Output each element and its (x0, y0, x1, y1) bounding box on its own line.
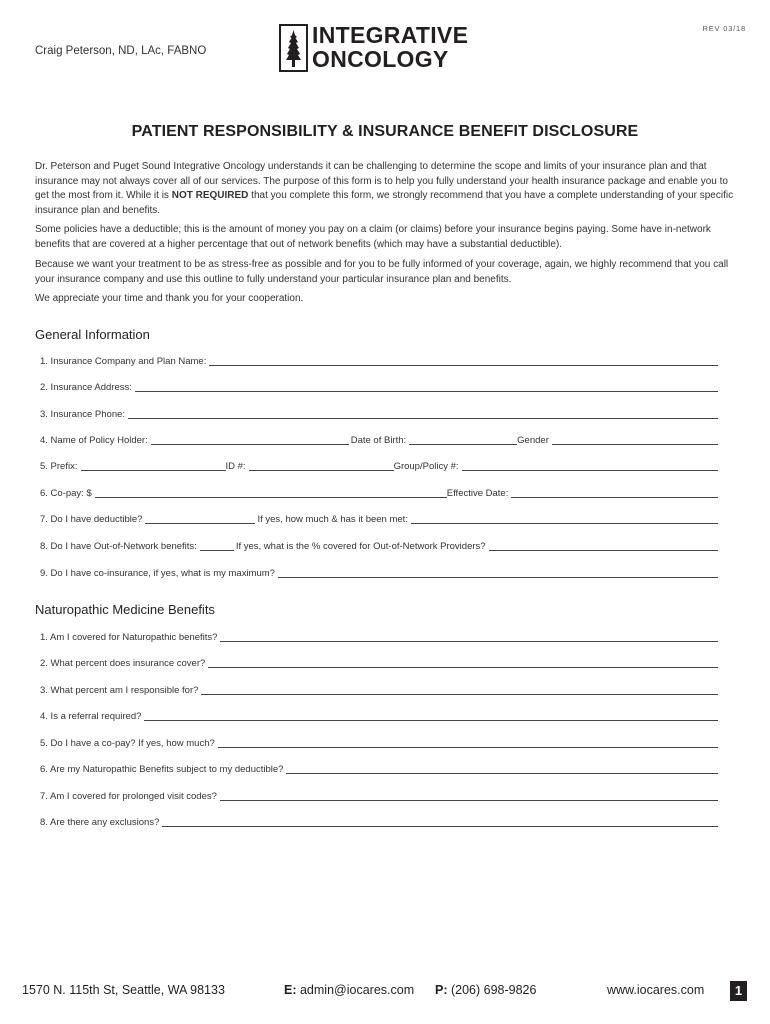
insurance-percent-label: 2. What percent does insurance cover? (40, 658, 206, 669)
tree-icon (279, 24, 308, 72)
effective-date-label: Effective Date: (446, 488, 509, 499)
policy-holder-blank[interactable] (151, 435, 349, 445)
gender-label: Gender (517, 435, 549, 446)
naturopathic-copay-label: 5. Do I have a co-pay? If yes, how much? (40, 738, 215, 749)
footer-phone (435, 983, 536, 997)
group-policy-label: Group/Policy #: (393, 461, 459, 472)
email-label: E: (284, 983, 297, 997)
exclusions-label: 8. Are there any exclusions? (40, 817, 160, 828)
deductible-amount-blank[interactable] (411, 514, 718, 524)
out-of-network-percent-label: If yes, what is the % covered for Out-of-Network Providers? (235, 541, 486, 552)
naturopathic-covered-label: 1. Am I covered for Naturopathic benefits? (40, 632, 218, 643)
logo (279, 24, 494, 72)
footer-website[interactable]: www.iocares.com (607, 983, 705, 997)
prefix-id-group-field (40, 459, 718, 473)
policy-holder-field (40, 433, 718, 447)
referral-label: 4. Is a referral required? (40, 711, 142, 722)
insurance-percent-field (40, 656, 718, 670)
coinsurance-field (40, 566, 718, 580)
footer-email (284, 983, 414, 997)
logo-text-integrative: INTEGRATIVE (312, 22, 469, 48)
deductible-amount-label: If yes, how much & has it been met: (257, 514, 408, 525)
naturopathic-covered-blank[interactable] (220, 632, 718, 642)
insurance-company-field (40, 354, 718, 368)
deductible-field (40, 512, 718, 526)
out-of-network-label: 8. Do I have Out-of-Network benefits: (40, 541, 197, 552)
doctor-name: Craig Peterson, ND, LAc, FABNO (35, 45, 207, 57)
naturopathic-copay-blank[interactable] (218, 738, 718, 748)
insurance-address-field (40, 380, 718, 394)
revision-label: REV 03/18 (702, 24, 746, 33)
responsible-percent-label: 3. What percent am I responsible for? (40, 685, 199, 696)
intro-paragraph-4: We appreciate your time and thank you for your cooperation. (35, 293, 304, 304)
deductible-label: 7. Do I have deductible? (40, 514, 143, 525)
prolonged-visit-field (40, 789, 718, 803)
out-of-network-blank[interactable] (200, 541, 234, 551)
insurance-address-blank[interactable] (135, 382, 718, 392)
exclusions-field (40, 815, 718, 829)
prefix-label: 5. Prefix: (40, 461, 78, 472)
naturopathic-deductible-blank[interactable] (286, 764, 718, 774)
intro-paragraph-1: Dr. Peterson and Puget Sound Integrative Oncology understands it can be challenging to determine the scope and limits of your insurance plan and that insurance may not always cover all of our services. The purpose of this form is to help you fully understand your health insurance package and enable you to get the most from it. While it is NOT REQUIRED that you complete this form, we strongly recommend that you have a complete understanding of your specific insurance plan and benefits. (35, 161, 734, 216)
naturopathic-benefits-heading: Naturopathic Medicine Benefits (35, 602, 215, 617)
prolonged-visit-label: 7. Am I covered for prolonged visit codes? (40, 791, 217, 802)
deductible-blank[interactable] (145, 514, 255, 524)
gender-blank[interactable] (552, 435, 718, 445)
prolonged-visit-blank[interactable] (220, 791, 718, 801)
coinsurance-label: 9. Do I have co-insurance, if yes, what is my maximum? (40, 568, 275, 579)
phone-number: (206) 698-9826 (450, 983, 537, 997)
intro-paragraph-2: Some policies have a deductible; this is the amount of money you pay on a claim (or claims) before your insurance begins paying. Some have in-network benefits that are covered at a higher percentage that out of network benefits (which may have a substantial deductible). (35, 224, 711, 250)
insurance-percent-blank[interactable] (208, 658, 718, 668)
footer-address: 1570 N. 115th St, Seattle, WA 98133 (22, 983, 225, 997)
out-of-network-percent-blank[interactable] (489, 541, 718, 551)
insurance-company-blank[interactable] (209, 356, 718, 366)
phone-label: P: (435, 983, 448, 997)
general-information-heading: General Information (35, 327, 150, 342)
referral-field (40, 709, 718, 723)
referral-blank[interactable] (144, 711, 718, 721)
responsible-percent-blank[interactable] (201, 685, 718, 695)
naturopathic-copay-field (40, 736, 718, 750)
email-link[interactable]: admin@iocares.com (299, 983, 415, 997)
insurance-phone-label: 3. Insurance Phone: (40, 409, 126, 420)
out-of-network-field (40, 539, 718, 553)
insurance-address-label: 2. Insurance Address: (40, 382, 132, 393)
exclusions-blank[interactable] (162, 817, 718, 827)
intro-paragraph-3: Because we want your treatment to be as stress-free as possible and for you to be fully informed of your coverage, again, we highly recommend that you call your insurance company and use this outline to fully understand your particular insurance plan and benefits. (35, 259, 729, 285)
page-number: 1 (730, 981, 747, 1001)
coinsurance-blank[interactable] (278, 568, 718, 578)
copay-effective-field (40, 486, 718, 500)
naturopathic-deductible-field (40, 762, 718, 776)
copay-blank[interactable] (95, 488, 447, 498)
group-policy-blank[interactable] (462, 461, 718, 471)
id-label: ID #: (225, 461, 246, 472)
page-title: PATIENT RESPONSIBILITY & INSURANCE BENEFIT DISCLOSURE (131, 123, 639, 140)
date-of-birth-blank[interactable] (409, 435, 517, 445)
not-required-emphasis: NOT REQUIRED (171, 190, 249, 201)
effective-date-blank[interactable] (511, 488, 718, 498)
naturopathic-deductible-label: 6. Are my Naturopathic Benefits subject to my deductible? (40, 764, 284, 775)
responsible-percent-field (40, 683, 718, 697)
prefix-blank[interactable] (81, 461, 226, 471)
logo-text-oncology: ONCOLOGY (312, 46, 449, 72)
insurance-phone-field (40, 407, 718, 421)
insurance-company-label: 1. Insurance Company and Plan Name: (40, 356, 207, 367)
copay-label: 6. Co-pay: $ (40, 488, 92, 499)
naturopathic-covered-field (40, 630, 718, 644)
policy-holder-label: 4. Name of Policy Holder: (40, 435, 148, 446)
date-of-birth-label: Date of Birth: (350, 435, 407, 446)
insurance-phone-blank[interactable] (128, 409, 718, 419)
id-blank[interactable] (249, 461, 394, 471)
